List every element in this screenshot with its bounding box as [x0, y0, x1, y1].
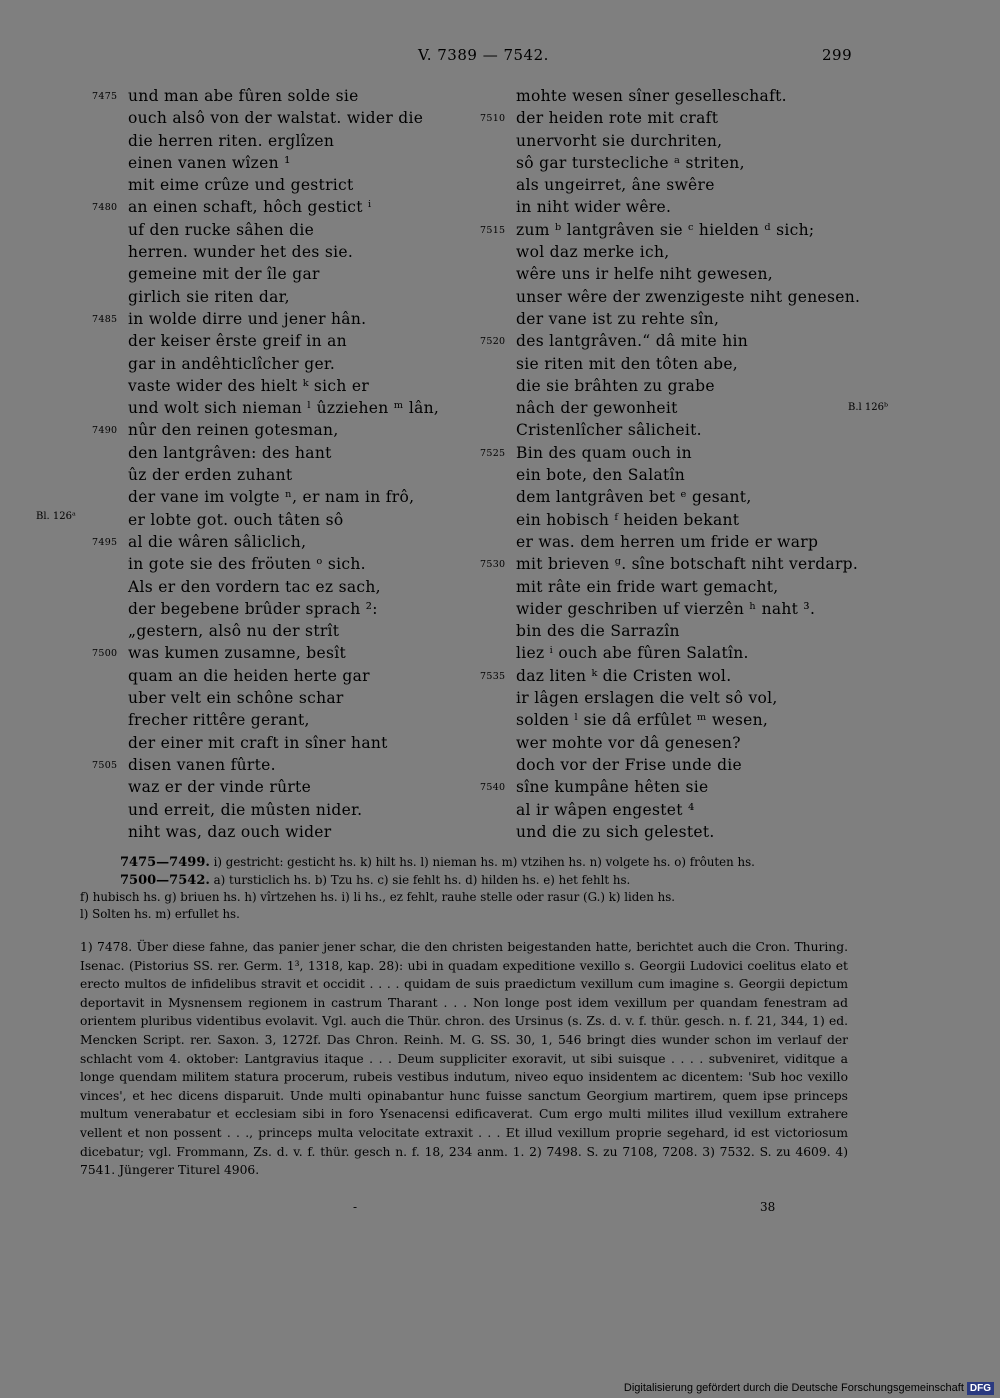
verse-line [128, 174, 439, 196]
verse-text: sîne kumpâne hêten sie [516, 778, 709, 797]
verse-text: einen vanen wîzen ¹ [128, 153, 291, 172]
verse-text: mit eime crûze und gestrict [128, 176, 354, 195]
verse-text: bin des die Sarrazîn [516, 622, 680, 641]
footer-credit [624, 1380, 994, 1396]
verse-line [516, 821, 860, 843]
verse-line [128, 286, 439, 308]
verse-line [128, 687, 439, 709]
left-verse-column [92, 85, 440, 843]
apparatus-text: i) gestricht: gesticht hs. k) hilt hs. l) nieman hs. m) vtzihen hs. n) volgete hs. o) frôuten hs. [213, 855, 755, 869]
verse-text: mit râte ein fride wart gemacht, [516, 577, 779, 596]
margin-note-right: B.l 126ᵇ [848, 402, 888, 413]
verse-text: uf den rucke sâhen die [128, 220, 315, 239]
verse-text: ouch alsô von der walstat. wider die [128, 109, 424, 128]
verse-text: quam an die heiden herte gar [128, 666, 370, 685]
footer-text: Digitalisierung gefördert durch die Deutsche Forschungsgemeinschaft [623, 1382, 964, 1394]
verse-text: die sie brâhten zu grabe [516, 376, 715, 395]
verse-line [128, 375, 439, 397]
verse-line [516, 241, 860, 263]
verse-text: „gestern, alsô nu der strît [128, 622, 340, 641]
margin-note-left: Bl. 126ᵃ [36, 511, 76, 522]
verse-line [128, 241, 439, 263]
apparatus-range: 7475—7499. [120, 855, 210, 870]
verse-line [516, 464, 860, 486]
verse-line [92, 642, 439, 664]
footnotes [80, 938, 848, 1180]
verse-text: und wolt sich nieman ˡ ûzziehen ᵐ lân, [128, 399, 440, 418]
verse-line [128, 263, 439, 285]
verse-text: unervorht sie durchriten, [516, 131, 723, 150]
verse-text: was kumen zusamne, besît [128, 644, 347, 663]
verse-line [480, 219, 860, 241]
line-number: 7485 [92, 313, 118, 325]
verse-text: in niht wider wêre. [516, 198, 672, 217]
footnote-paragraph: 1) 7478. Über diese fahne, das panier jener schar, die den christen beigestanden hatte, berichtet auch die Cron. Thuring. Isenac. (Pistorius SS. rer. Germ. 1³, 1318, kap. 28): ubi in quadam expeditione vexillo s. Georgii Ludovici coelitus elato et erecto multos de infidelibus stravit et occidit . . . . quidam de suis praedictum vexillum cum imagine s. Georgii depictum deportavit in Mysnensem regionem in castrum Tharant . . . Non longe post idem vexillum per quandam fenestram ad orientem pluribus videntibus evolavit. Vgl. auch die Thür. chron. des Ursinus (s. Zs. d. v. f. thür. gesch. n. f. 21, 344, 1) ed. Mencken Script. rer. Saxon. 3, 1272f. Das Chron. Reinh. M. G. SS. 30, 1, 546 bringt dies wunder schon im verlauf der schlacht vom 4. oktober: Lantgravius itaque . . . Deum suppliciter exoravit, ut sibi suisque . . . . subveniret, viditque a longe quendam militem statura procerum, rubeis vestibus indutum, niveo equo insidentem ac dicentem: 'Sub hoc vexillo vinces', et hec dicens disparuit. Unde multi opinabantur hunc fuisse sanctum Georgium martirem, quem ipse princeps multum venerabatur et ecclesiam sibi in foro Ysenacensi edificaverat. Cum ergo multi milites illud vexillum extrahere vellent et non possent . . ., princeps multa velocitate extraxit . . . Et illud vexillum proprie segehard, id est victoriosum dicebatur; vgl. Frommann, Zs. d. v. f. thür. gesch n. f. 18, 234 anm. 1. 2) 7498. S. zu 7108, 7208. 3) 7532. S. zu 4609. 4) 7541. Jüngerer Titurel 4906. [80, 940, 848, 1178]
verse-text: solden ˡ sie dâ erfûlet ᵐ wesen, [516, 711, 769, 730]
verse-line [128, 219, 439, 241]
line-number: 7540 [480, 782, 506, 794]
verse-text: disen vanen fûrte. [128, 755, 276, 774]
verse-line [516, 353, 860, 375]
line-number: 7500 [92, 648, 118, 660]
verse-line [128, 776, 439, 798]
verse-text: in wolde dirre und jener hân. [128, 309, 367, 328]
verse-line [128, 330, 439, 352]
line-number: 7510 [480, 113, 506, 125]
verse-text: wer mohte vor dâ genesen? [516, 733, 741, 752]
verse-line [516, 509, 860, 531]
verse-line [128, 486, 439, 508]
verse-text: uber velt ein schône schar [128, 689, 344, 708]
verse-line [92, 531, 439, 553]
verse-line [92, 754, 439, 776]
page-dash: - [353, 1200, 358, 1214]
verse-text: gemeine mit der île gar [128, 265, 320, 284]
verse-text: als ungeirret, âne swêre [516, 176, 715, 195]
line-number: 7515 [480, 224, 506, 236]
verse-text: dem lantgrâven bet ᵉ gesant, [516, 488, 752, 507]
verse-line [128, 709, 439, 731]
verse-text: in gote sie des fröuten ᵒ sich. [128, 555, 366, 574]
verse-text: daz liten ᵏ die Cristen wol. [516, 666, 732, 685]
verse-line [92, 308, 439, 330]
verse-text: des lantgrâven.“ dâ mite hin [516, 332, 749, 351]
right-verse-column [480, 85, 861, 843]
verse-line [516, 531, 860, 553]
line-number: 7520 [480, 336, 506, 348]
verse-line [128, 598, 439, 620]
verse-line [516, 85, 860, 107]
verse-text: die herren riten. erglîzen [128, 131, 335, 150]
verse-line [92, 196, 439, 218]
verse-line [516, 754, 860, 776]
verse-text: und man abe fûren solde sie [128, 87, 359, 105]
verse-line [516, 174, 860, 196]
verse-line [516, 799, 860, 821]
verse-line [128, 553, 439, 575]
signature-mark: 38 [760, 1200, 776, 1214]
apparatus-row [80, 854, 846, 872]
verse-line [516, 419, 860, 441]
verse-line [516, 486, 860, 508]
verse-line [516, 709, 860, 731]
line-number: 7530 [480, 559, 506, 571]
verse-line [128, 821, 439, 843]
verse-line [516, 687, 860, 709]
verse-line [480, 665, 860, 687]
line-number: 7475 [92, 91, 118, 102]
verse-line [128, 799, 439, 821]
verse-text: und die zu sich gelestet. [516, 822, 715, 841]
verse-line [516, 397, 860, 419]
verse-line [480, 776, 860, 798]
apparatus-row: l) Solten hs. m) erfullet hs. [80, 906, 240, 921]
line-number: 7535 [480, 670, 506, 682]
verse-text: der keiser êrste greif in an [128, 332, 347, 351]
verse-text: wol daz merke ich, [516, 243, 670, 262]
verse-line [516, 263, 860, 285]
verse-line [128, 397, 439, 419]
verse-text: den lantgrâven: des hant [128, 443, 332, 462]
verse-line [516, 375, 860, 397]
verse-text: an einen schaft, hôch gestict ⁱ [128, 198, 372, 217]
running-header: V. 7389 — 7542. [418, 46, 549, 64]
verse-line [128, 107, 439, 129]
line-number: 7505 [92, 759, 118, 771]
verse-line [128, 665, 439, 687]
verse-text: der vane im volgte ⁿ, er nam in frô, [128, 488, 415, 507]
page-number: 299 [822, 46, 853, 64]
verse-text: wider geschriben uf vierzên ʰ naht ³. [516, 599, 816, 618]
verse-line [516, 620, 860, 642]
verse-line [128, 620, 439, 642]
verse-line [480, 330, 860, 352]
verse-text: mit brieven ᵍ. sîne botschaft niht verdarp. [516, 555, 859, 574]
verse-text: sie riten mit den tôten abe, [516, 354, 739, 373]
verse-line [516, 130, 860, 152]
verse-text: gar in andêhticlîcher ger. [128, 354, 336, 373]
verse-text: Cristenlîcher sâlicheit. [516, 421, 702, 440]
verse-text: liez ⁱ ouch abe fûren Salatîn. [516, 644, 749, 663]
verse-text: nâch der gewonheit [516, 399, 678, 418]
verse-line [128, 442, 439, 464]
verse-text: al ir wâpen engestet ⁴ [516, 800, 695, 819]
line-number: 7525 [480, 447, 506, 459]
verse-line [516, 576, 860, 598]
apparatus-row: f) hubisch hs. g) briuen hs. h) vîrtzehen hs. i) li hs., ez fehlt, rauhe stelle oder rasur (G.) k) liden hs. [80, 890, 676, 904]
apparatus-range: 7500—7542. [120, 872, 210, 888]
verse-text: nûr den reinen gotesman, [128, 421, 339, 440]
verse-text: sô gar turstecliche ᵃ striten, [516, 153, 745, 172]
verse-text: al die wâren sâliclich, [128, 532, 307, 551]
verse-line [128, 509, 439, 531]
verse-line [128, 130, 439, 152]
verse-text: niht was, daz ouch wider [128, 822, 332, 841]
verse-text: ûz der erden zuhant [128, 466, 293, 485]
verse-line [516, 196, 860, 218]
verse-line [516, 286, 860, 308]
verse-line [516, 598, 860, 620]
verse-text: doch vor der Frise unde die [516, 755, 743, 774]
verse-text: herren. wunder het des sie. [128, 243, 354, 262]
verse-text: unser wêre der zwenzigeste niht genesen. [516, 287, 861, 306]
verse-line [128, 464, 439, 486]
line-number: 7480 [92, 202, 118, 214]
line-number: 7490 [92, 425, 118, 437]
critical-apparatus [80, 854, 846, 922]
verse-line [128, 152, 439, 174]
verse-line [128, 353, 439, 375]
verse-text: girlich sie riten dar, [128, 287, 290, 306]
verse-text: Bin des quam ouch in [516, 443, 692, 462]
verse-text: mohte wesen sîner geselleschaft. [516, 87, 787, 105]
verse-line [128, 576, 439, 598]
verse-line [92, 85, 439, 107]
verse-line [516, 152, 860, 174]
verse-line [516, 642, 860, 664]
verse-line [128, 732, 439, 754]
verse-text: der einer mit craft in sîner hant [128, 733, 388, 752]
verse-text: vaste wider des hielt ᵏ sich er [128, 376, 370, 395]
verse-text: und erreit, die mûsten nider. [128, 800, 363, 819]
dfg-logo-icon: DFG [967, 1382, 994, 1395]
verse-text: der heiden rote mit craft [516, 109, 719, 128]
verse-text: der begebene brûder sprach ²: [128, 599, 378, 618]
verse-line [92, 419, 439, 441]
verse-line [480, 553, 860, 575]
verse-line [480, 442, 860, 464]
verse-text: Als er den vordern tac ez sach, [128, 577, 381, 596]
verse-line [480, 107, 860, 129]
verse-text: wêre uns ir helfe niht gewesen, [516, 265, 773, 284]
apparatus-row [80, 872, 846, 890]
verse-line [516, 308, 860, 330]
verse-text: waz er der vinde rûrte [128, 778, 312, 797]
line-number: 7495 [92, 536, 118, 548]
verse-text: ir lâgen erslagen die velt sô vol, [516, 689, 778, 708]
verse-line [516, 732, 860, 754]
verse-text: frecher rittêre gerant, [128, 711, 310, 730]
apparatus-text: a) tursticlich hs. b) Tzu hs. c) sie fehlt hs. d) hilden hs. e) het fehlt hs. [213, 872, 631, 887]
verse-text: er was. dem herren um fride er warp [516, 532, 819, 551]
verse-text: ein hobisch ᶠ heiden bekant [516, 510, 740, 529]
verse-text: ein bote, den Salatîn [516, 466, 686, 485]
verse-text: der vane ist zu rehte sîn, [516, 309, 720, 328]
verse-text: zum ᵇ lantgrâven sie ᶜ hielden ᵈ sich; [516, 220, 815, 239]
verse-text: er lobte got. ouch tâten sô [128, 510, 344, 529]
